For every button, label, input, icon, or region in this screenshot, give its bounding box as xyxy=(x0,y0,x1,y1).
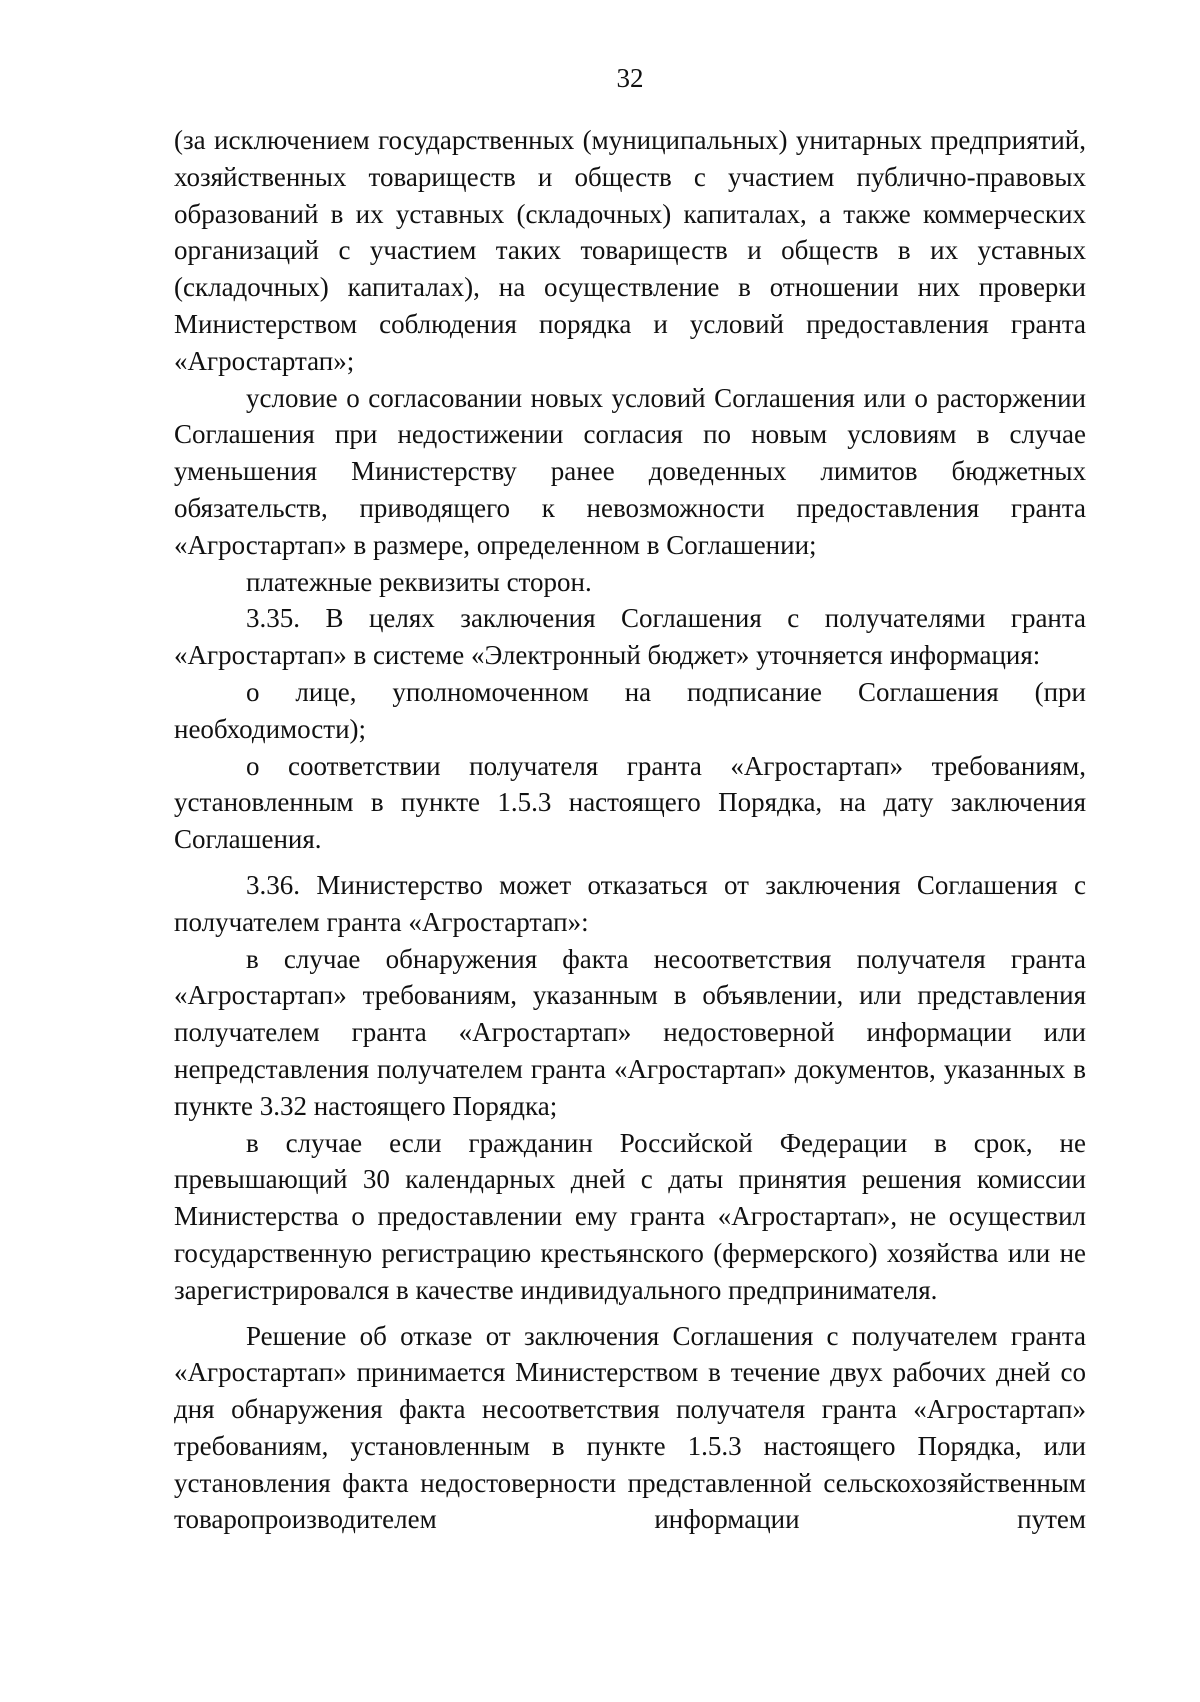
paragraph-3-36: 3.36. Министерство может отказаться от заключения Соглашения с получателем гранта «Агростартап»: xyxy=(174,869,1086,937)
paragraph-refusal-case-registration: в случае если гражданин Российской Федерации в срок, не превышающий 30 календарных дней с даты принятия решения комиссии Министерства о предоставлении ему гранта «Агростартап», не осуществил государственную регистрацию крестьянского (фермерского) хозяйства или не зарегистрировался в качестве индивидуального предпринимателя. xyxy=(174,1127,1086,1305)
paragraph-authorized-person: о лице, уполномоченном на подписание Соглашения (при необходимости); xyxy=(174,676,1086,744)
paragraph-refusal-case-mismatch: в случае обнаружения факта несоответствия получателя гранта «Агростартап» требованиям, указанным в объявлении, или представления получателем гранта «Агростартап» недостоверной информации или непредставления получателем гранта «Агростартап» документов, указанных в пункте 3.32 настоящего Порядка; xyxy=(174,943,1086,1121)
paragraph-3-35: 3.35. В целях заключения Соглашения с получателями гранта «Агростартап» в системе «Электронный бюджет» уточняется информация: xyxy=(174,603,1086,671)
document-body xyxy=(174,122,1086,1538)
paragraph-recipient-compliance: о соответствии получателя гранта «Агростартап» требованиям, установленным в пункте 1.5.3 настоящего Порядка, на дату заключения Соглашения. xyxy=(174,750,1086,855)
paragraph-exceptions-continued: (за исключением государственных (муниципальных) унитарных предприятий, хозяйственных товариществ и обществ с участием публично-правовых образований в их уставных (складочных) капиталах, а также коммерческих организаций с участием таких товариществ и обществ в их уставных (складочных) капиталах), на осуществление в отношении них проверки Министерством соблюдения порядка и условий предоставления гранта «Агростартап»; xyxy=(174,125,1086,376)
paragraph-condition-new-terms: условие о согласовании новых условий Соглашения или о расторжении Соглашения при недостижении согласия по новым условиям в случае уменьшения Министерству ранее доведенных лимитов бюджетных обязательств, приводящего к невозможности предоставления гранта «Агростартап» в размере, определенном в Соглашении; xyxy=(174,382,1086,560)
page-number: 32 xyxy=(616,63,644,93)
paragraph-refusal-decision: Решение об отказе от заключения Соглашения с получателем гранта «Агростартап» принимается Министерством в течение двух рабочих дней со дня обнаружения факта несоответствия получателя гранта «Агростартап» требованиям, установленным в пункте 1.5.3 настоящего Порядка, или установления факта недостоверности представленной сельскохозяйственным товаропроизводителем информации путем xyxy=(174,1320,1086,1535)
paragraph-payment-details: платежные реквизиты сторон. xyxy=(246,566,592,597)
